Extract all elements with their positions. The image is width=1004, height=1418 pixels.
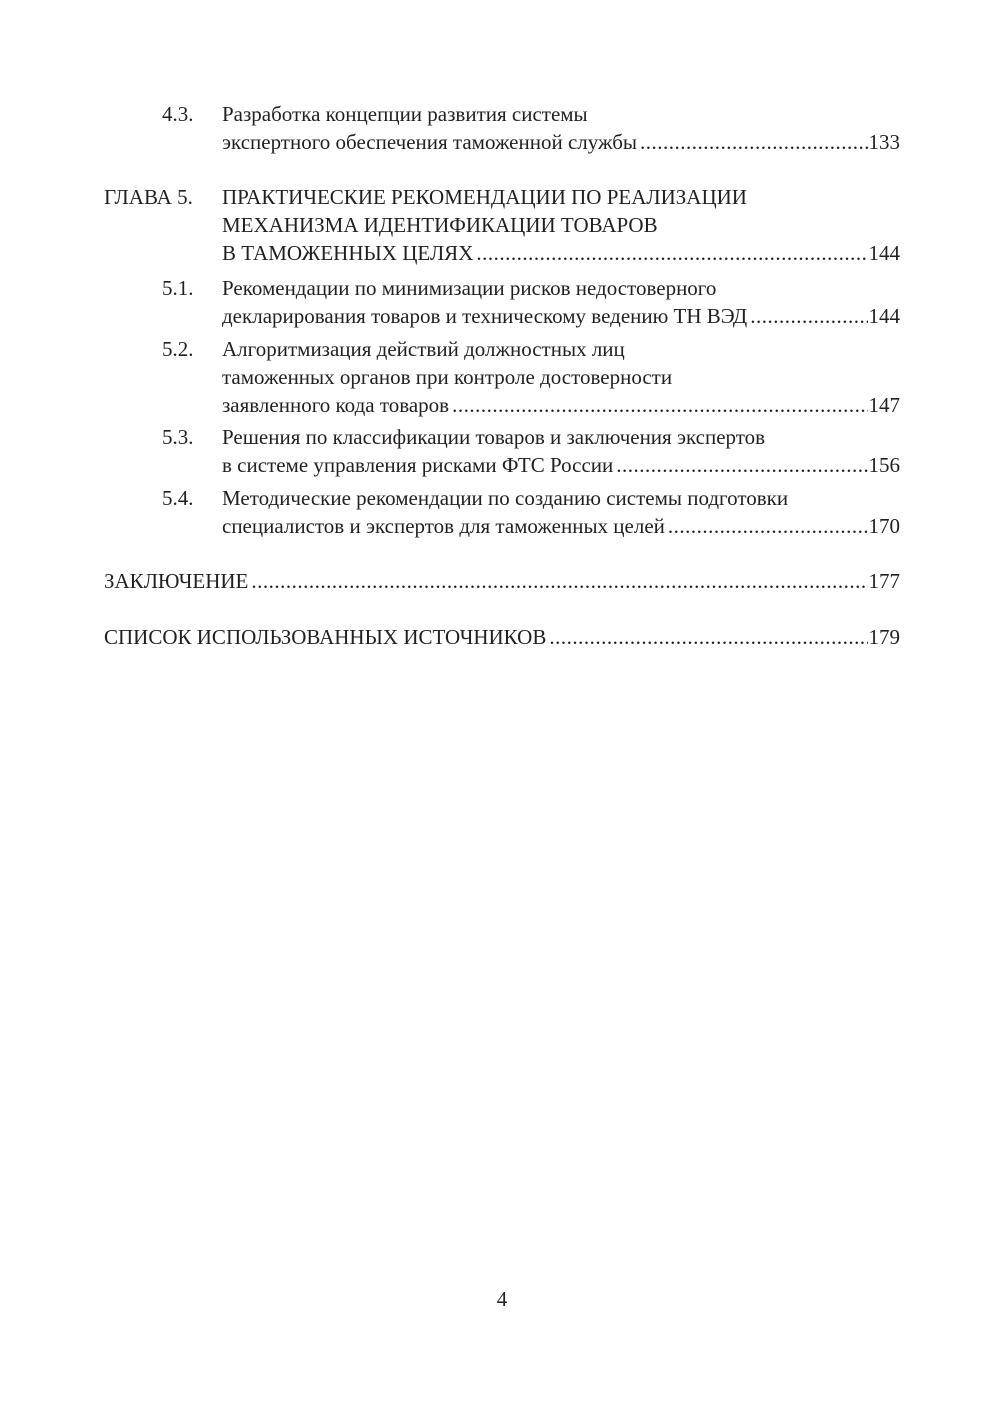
toc-entry-number: 5.1.	[162, 276, 194, 300]
toc-entry-title-line: ПРАКТИЧЕСКИЕ РЕКОМЕНДАЦИИ ПО РЕАЛИЗАЦИИ	[222, 185, 747, 209]
toc-entry-number: 5.4.	[162, 486, 194, 510]
toc-entry-title-line: заявленного кода товаров	[222, 393, 450, 417]
toc-entry-page: 144	[868, 304, 900, 328]
toc-entry-title-line: таможенных органов при контроле достоверности	[222, 365, 673, 389]
toc-entry-page: 170	[868, 514, 900, 538]
toc-entry-title-line: МЕХАНИЗМА ИДЕНТИФИКАЦИИ ТОВАРОВ	[222, 213, 658, 237]
toc-entry-number: ГЛАВА 5.	[104, 185, 193, 209]
toc-entry-number: 5.3.	[162, 425, 194, 449]
dot-leader	[640, 128, 867, 156]
toc-entry-title-line: В ТАМОЖЕННЫХ ЦЕЛЯХ	[222, 241, 474, 265]
toc-entry-page: 147	[868, 393, 900, 417]
toc-entry-title-line: специалистов и экспертов для таможенных целей	[222, 514, 665, 538]
toc-entry-title-line: декларирования товаров и техническому ведению ТН ВЭД	[222, 304, 748, 328]
dot-leader	[476, 239, 867, 267]
toc-entry-title-line: экспертного обеспечения таможенной службы	[222, 130, 638, 154]
dot-leader	[750, 302, 867, 330]
toc-entry-page: 177	[868, 569, 900, 593]
dot-leader	[251, 567, 867, 595]
toc-entry-title-line: Решения по классификации товаров и заключения экспертов	[222, 425, 766, 449]
dot-leader	[452, 391, 867, 419]
toc-entry-title-line: Методические рекомендации по созданию системы подготовки	[222, 486, 789, 510]
toc-entry-page: 133	[868, 130, 900, 154]
toc-entry-page: 144	[868, 241, 900, 265]
toc-entry-title-line: ЗАКЛЮЧЕНИЕ	[104, 569, 249, 593]
page-number: 4	[496, 1287, 508, 1311]
toc-entry-number: 5.2.	[162, 337, 194, 361]
dot-leader	[668, 512, 868, 540]
toc-entry-page: 156	[868, 453, 900, 477]
toc-entry-title-line: СПИСОК ИСПОЛЬЗОВАННЫХ ИСТОЧНИКОВ	[104, 625, 547, 649]
dot-leader	[549, 623, 867, 651]
toc-entry-title-line: в системе управления рисками ФТС России	[222, 453, 614, 477]
toc-entry-title-line: Алгоритмизация действий должностных лиц	[222, 337, 625, 361]
toc-entry-page: 179	[868, 625, 900, 649]
toc-entry-title-line: Рекомендации по минимизации рисков недостоверного	[222, 276, 717, 300]
toc-entry-title-line: Разработка концепции развития системы	[222, 102, 588, 126]
dot-leader	[616, 451, 867, 479]
toc-entry-number: 4.3.	[162, 102, 194, 126]
